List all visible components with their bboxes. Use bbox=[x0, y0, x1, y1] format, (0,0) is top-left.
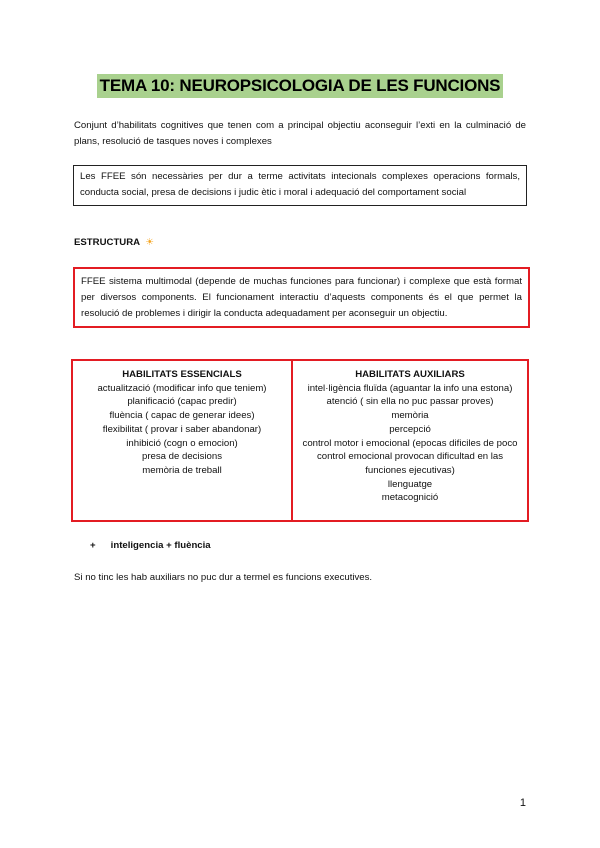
intro-paragraph: Conjunt d’habilitats cognitives que tenen com a principal objectiu aconseguir l’exti en la culminació de plans, resolució de tasques noves i complexes bbox=[74, 120, 526, 147]
bullet-marker: + bbox=[90, 540, 96, 551]
essential-skills-column bbox=[73, 361, 293, 520]
page-title: TEMA 10: NEUROPSICOLOGIA DE LES FUNCIONS bbox=[97, 74, 504, 98]
auxiliary-skill-item: memòria bbox=[391, 410, 429, 422]
sun-icon: ☀ bbox=[145, 237, 155, 248]
auxiliary-skill-item: intel·ligència fluïda (aguantar la info una estona) bbox=[307, 382, 513, 394]
section-heading-text: ESTRUCTURA bbox=[74, 237, 140, 248]
bullet-item bbox=[90, 540, 211, 551]
essential-skill-item: flexibilitat ( provar i saber abandonar) bbox=[102, 423, 262, 435]
definition-box: Les FFEE són necessàries per dur a terme activitats intecionals complexes operacions formals, conducta social, presa de decisions i judic ètic i moral i adequació del comportament social bbox=[73, 165, 527, 206]
structure-box: FFEE sistema multimodal (depende de muchas funciones para funcionar) i complexe que està format per diversos components. El funcionament interactiu d’aquests components és el que permet la resolució de problemes i dirigir la conducta adequadament per aconseguir un objectiu. bbox=[73, 267, 530, 328]
auxiliary-skills-header: HABILITATS AUXILIARS bbox=[355, 369, 465, 380]
essential-skill-item: planificació (capac predir) bbox=[127, 396, 237, 408]
auxiliary-skill-item: llenguatge bbox=[387, 478, 433, 490]
auxiliary-skills-column bbox=[293, 361, 527, 520]
essential-skill-item: actualització (modificar info que teniem) bbox=[97, 382, 267, 394]
page-number: 1 bbox=[519, 797, 526, 809]
essential-skill-item: inhibició (cogn o emocion) bbox=[126, 437, 238, 449]
auxiliary-skill-item: control motor i emocional (epocas dificiles de poco control emocional provocan dificultad en las funciones ejecutivas) bbox=[302, 437, 518, 476]
section-heading bbox=[74, 237, 154, 248]
skills-table bbox=[71, 359, 529, 522]
auxiliary-skill-item: atenció ( sin ella no puc passar proves) bbox=[326, 396, 494, 408]
closing-paragraph: Si no tinc les hab auxiliars no puc dur a termel es funcions executives. bbox=[74, 572, 373, 583]
essential-skill-item: presa de decisions bbox=[142, 451, 222, 463]
bullet-text: inteligencia + fluència bbox=[110, 540, 211, 551]
auxiliary-skill-item: percepció bbox=[389, 423, 431, 435]
auxiliary-skill-item: metacognició bbox=[381, 492, 439, 504]
title-container bbox=[0, 74, 600, 98]
essential-skill-item: memòria de treball bbox=[142, 464, 222, 476]
essential-skills-header: HABILITATS ESSENCIALS bbox=[122, 369, 242, 380]
essential-skill-item: fluència ( capac de generar idees) bbox=[109, 410, 255, 422]
